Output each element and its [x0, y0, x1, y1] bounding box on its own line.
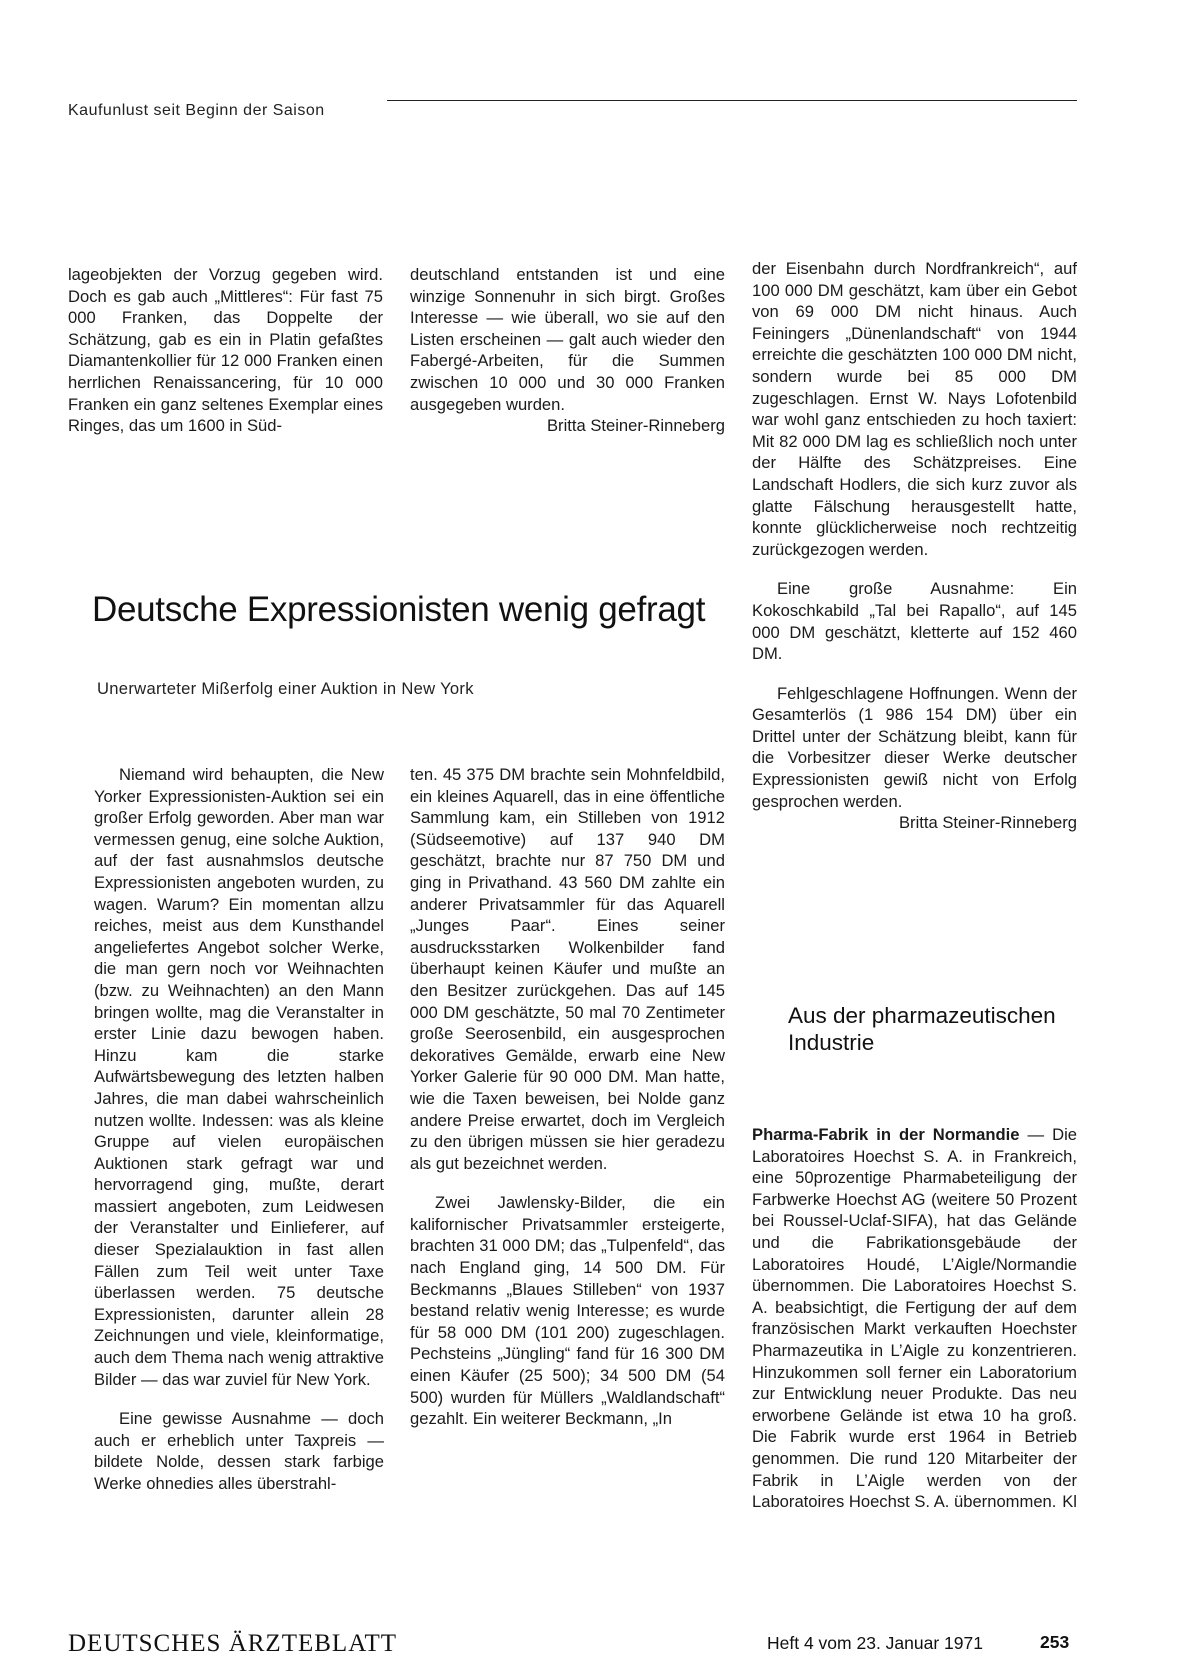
section-title: Aus der pharmazeutischen Industrie — [788, 1003, 1056, 1055]
article-subheadline: Unerwarteter Mißerfolg einer Auktion in New York — [97, 679, 474, 698]
article-headline: Deutsche Expressionisten wenig gefragt — [92, 590, 706, 629]
pharma-paragraph — [752, 1124, 1077, 1513]
article-paragraph: Eine große Ausnahme: Ein Kokoschkabild „Tal bei Rapallo“, auf 145 000 DM geschätzt, kletterte auf 152 460 DM. — [752, 579, 1077, 664]
article-paragraph: der Eisenbahn durch Nordfrankreich“, auf 100 000 DM geschätzt, kam über ein Gebot von 69 000 DM nicht hinaus. Auch Feiningers „Dünenlandschaft“ von 1944 erreichte die geschätzten 100 000 DM nicht, sondern wurde bei 85 000 DM zugeschlagen. Ernst W. Nays Lofotenbild war wohl ganz entschieden zu hoch taxiert: Mit 82 000 DM lag es schließlich noch unter der Hälfte des Schätzpreises. Eine Landschaft Hodlers, die sich kurz zuvor als glatte Fälschung herausgestellt hatte, konnte glücklicherweise noch rechtzeitig zurückgezogen werden. — [752, 259, 1077, 559]
prev-article-text-1: lageobjekten der Vorzug gegeben wird. Doch es gab auch „Mittleres“: Für fast 75 000 Franken, das Doppelte der Schätzung, gab es ein in Platin gefaßtes Diamantenkollier für 12 000 Franken einen herrlichen Renaissancering, für 10 000 Franken ein ganz seltenes Exemplar eines Ringes, das um 1600 in Süd- — [68, 265, 383, 436]
page-number: 253 — [1040, 1632, 1070, 1652]
prev-article-col-2 — [410, 264, 725, 437]
pharma-initials: Kl — [1062, 1492, 1077, 1512]
article-paragraph: Fehlgeschlagene Hoffnungen. Wenn der Gesamterlös (1 986 154 DM) über ein Drittel unter der Schätzung bleibt, kann für die Vorbesitzer dieser Werke deutscher Expressionisten gewiß nicht von Erfolg gesprochen werden. — [752, 683, 1077, 811]
running-header: Kaufunlust seit Beginn der Saison — [68, 102, 325, 119]
article-paragraph: Niemand wird behaupten, die New Yorker Expressionisten-Auktion sei ein großer Erfolg geworden. Aber man war vermessen genug, eine solche Auktion, auf der fast ausnahmslos deutsche Expressionisten angeboten wurden, zu wagen. Warum? Ein momentan allzu reiches, meist aus dem Kunsthandel angeliefertes Angebot solcher Werke, die man gern noch vor Weihnachten (bzw. zu Weihnachten) an den Mann bringen wollte, mag die Veranstalter in erster Linie dazu bewogen haben. Hinzu kam die starke Aufwärtsbewegung des letzten halben Jahres, die man dabei wahrscheinlich nutzen wollte. Indessen: was als kleine Gruppe auf vielen europäischen Auktionen stark gefragt war und hervorragend ging, mußte, derart massiert angeboten, zum Leidwesen der Veranstalter und Einlieferer, auf dieser Spezialauktion in fast allen Fällen zum Teil weit unter Taxe überlassen werden. 75 deutsche Expressionisten, darunter allein 28 Zeichnungen und viele, kleinformatige, auch dem Thema nach wenig attraktive Bilder — das war zuviel für New York. — [94, 765, 384, 1389]
issue-info: Heft 4 vom 23. Januar 1971 — [767, 1633, 983, 1653]
prev-article-signature: Britta Steiner-Rinneberg — [546, 416, 725, 436]
prev-article-col-1 — [68, 264, 383, 437]
pharma-column — [752, 1124, 1077, 1513]
header-rule — [387, 100, 1077, 101]
article-paragraph: Zwei Jawlensky-Bilder, die ein kalifornischer Privatsammler ersteigerte, brachten 31 000 DM; das „Tulpenfeld“, das nach England ging, 14 500 DM. Für Beckmanns „Blaues Stilleben“ von 1937 bestand relativ wenig Interesse; es wurde für 58 000 DM (101 200) zugeschlagen. Pechsteins „Jüngling“ fand für 16 300 DM einen Käufer (25 500); 34 500 DM (54 500) wurden für Müllers „Waldlandschaft“ gezahlt. Ein weiterer Beckmann, „In — [410, 1193, 725, 1429]
article-signature: Britta Steiner-Rinneberg — [898, 813, 1077, 833]
article-col-1 — [94, 764, 384, 1495]
pharma-body: — Die Laboratoires Hoechst S. A. in Frankreich, eine 50prozentige Pharmabeteiligung der Farbwerke Hoechst AG (weitere 50 Prozent bei Roussel-Uclaf-SIFA), hat das Gelände und die Fabrikationsgebäude der Laboratoires Houdé, L’Aigle/Normandie übernommen. Die Laboratoires Hoechst S. A. beabsichtigt, die Fertigung der auf dem französischen Markt verkauften Hoechster Pharmazeutika in L’Aigle zu konzentrieren. Hinzukommen soll ferner ein Laboratorium zur Entwicklung neuer Produkte. Das neu erworbene Gelände ist etwa 10 ha groß. Die Fabrik wurde erst 1964 in Betrieb genommen. Die rund 120 Mitarbeiter der Fabrik in L’Aigle werden von der Laboratoires Hoechst S. A. übernommen. — [752, 1125, 1077, 1512]
prev-article-text-2: deutschland entstanden ist und eine winzige Sonnenuhr in sich birgt. Großes Interesse — wie überall, wo sie auf den Listen erscheinen — galt auch wieder den Fabergé-Arbeiten, für die Summen zwischen 10 000 und 30 000 Franken ausgegeben wurden. — [410, 265, 725, 414]
article-paragraph: ten. 45 375 DM brachte sein Mohnfeldbild, ein kleines Aquarell, das in eine öffentliche Sammlung kam, ein Stilleben von 1912 (Südseemotive) auf 137 940 DM geschätzt, brachte nur 87 750 DM und ging in Privathand. 43 560 DM zahlte ein anderer Privatsammler für das Aquarell „Junges Paar“. Eines seiner ausdrucksstarken Wolkenbilder fand überhaupt keinen Käufer und mußte an den Besitzer zurückgehen. Das auf 145 000 DM geschätzte, 50 mal 70 Zentimeter große Seerosenbild, ein ausgesprochen dekoratives Gemälde, erwarb eine New Yorker Galerie für 90 000 DM. Man hatte, wie die Taxen beweisen, bei Nolde ganz andere Preise erwartet, doch im Vergleich zu den übrigen müssen sie hier geradezu als gut bezeichnet werden. — [410, 765, 725, 1173]
pharma-kicker: Pharma-Fabrik in der Normandie — [752, 1125, 1020, 1144]
article-col-3 — [752, 258, 1077, 834]
journal-name: DEUTSCHES ÄRZTEBLATT — [68, 1630, 398, 1657]
article-paragraph: Eine gewisse Ausnahme — doch auch er erheblich unter Taxpreis — bildete Nolde, dessen stark farbige Werke ohnedies alles überstrahl- — [94, 1409, 384, 1493]
article-col-2 — [410, 764, 725, 1430]
